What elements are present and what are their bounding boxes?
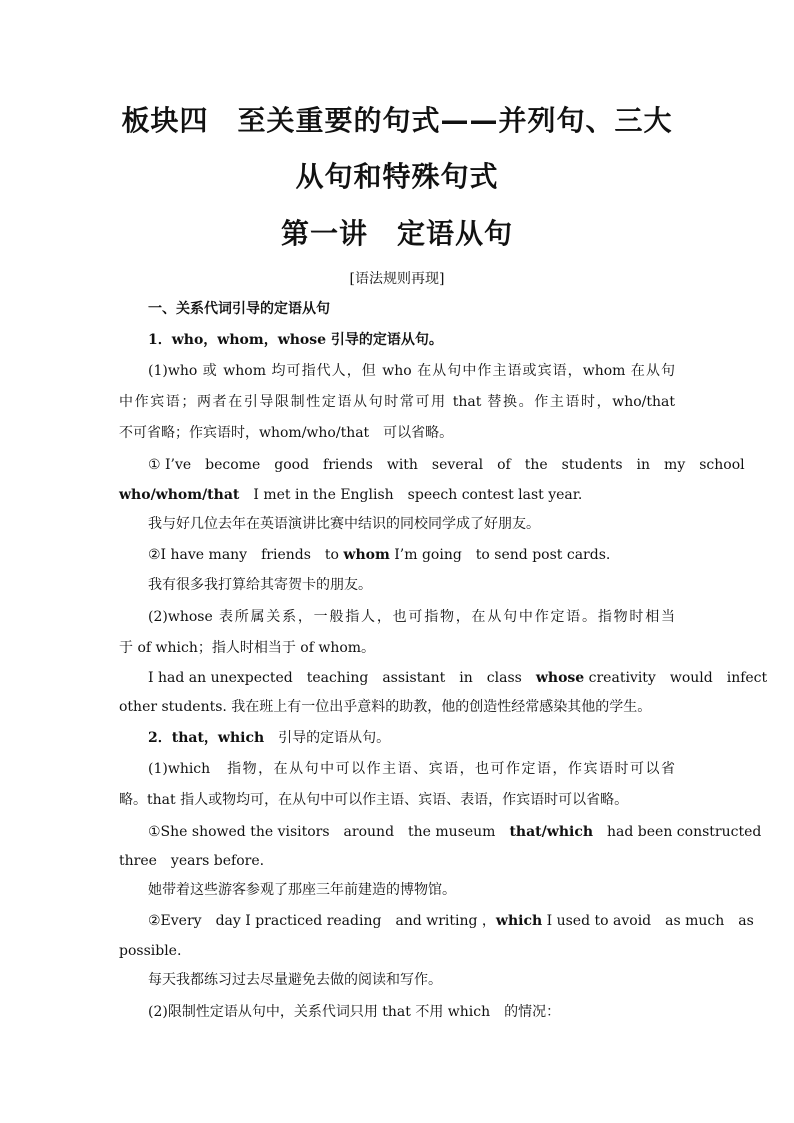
example-3-post: creativity would infect: [584, 670, 768, 686]
example-4-keyword: that/which: [509, 824, 594, 840]
example-4-line-2: three years before.: [119, 853, 265, 869]
example-5-line-2: possible.: [119, 943, 182, 959]
paragraph-3-line-1: (1)which 指物，在从句中可以作主语、宾语，也可作定语，作宾语时可以省: [148, 761, 675, 777]
example-1-line-1: ① I’ve become good friends with several of the students in my school: [148, 457, 745, 473]
example-5-post: I used to avoid as much as: [542, 913, 754, 929]
example-5-pre: ②Every day I practiced reading and writing ，: [148, 913, 496, 929]
paragraph-4-line-1: (2)限制性定语从句中，关系代词只用 that 不用 which 的情况：: [148, 1004, 561, 1020]
example-4-pre: ①She showed the visitors around the museum: [148, 824, 510, 840]
example-1-translation: 我与好几位去年在英语演讲比赛中结识的同校同学成了好朋友。: [148, 516, 540, 532]
paragraph-1-line-1: (1)who 或 whom 均可指代人，但 who 在从句中作主语或宾语，whom 在从句: [148, 363, 675, 379]
page-title-line-3: 第一讲 定语从句: [280, 217, 513, 250]
example-4-line-1: [148, 823, 762, 841]
paragraph-3-line-2: 略。that 指人或物均可，在从句中可以作主语、宾语、表语，作宾语时可以省略。: [119, 792, 629, 808]
subsection-heading-2: [148, 729, 675, 747]
example-3-keyword: whose: [535, 670, 585, 686]
page-title-line-1: 板块四 至关重要的句式——并列句、三大: [121, 104, 673, 137]
section-heading: 一、关系代词引导的定语从句: [148, 301, 330, 317]
example-2-translation: 我有很多我打算给其寄贺卡的朋友。: [148, 577, 372, 593]
paragraph-1-line-3: 不可省略；作宾语时，whom/who/that 可以省略。: [119, 425, 454, 441]
example-5-translation: 每天我都练习过去尽量避免去做的阅读和写作。: [148, 972, 442, 988]
example-4-post: had been constructed: [593, 824, 762, 840]
example-2-keyword: whom: [343, 547, 390, 563]
example-3-pre: I had an unexpected teaching assistant in class: [148, 670, 536, 686]
example-5-keyword: which: [495, 913, 543, 929]
example-1-keyword: who/whom/that: [119, 487, 240, 503]
example-2-pre: ②I have many friends to: [148, 547, 344, 563]
subsection-heading-2-main: 2．that，which: [148, 730, 265, 746]
example-2: [148, 546, 675, 564]
example-1-line-2: [119, 486, 675, 504]
subsection-heading-1: 1．who，whom，whose 引导的定语从句。: [148, 332, 443, 348]
example-2-post: I’m going to send post cards.: [389, 547, 611, 563]
section-subtitle: [语法规则再现]: [349, 271, 445, 287]
example-3-line-1: [148, 669, 768, 687]
example-1-rest: I met in the English speech contest last year.: [239, 487, 583, 503]
paragraph-2-line-1: (2)whose 表所属关系，一般指人，也可指物，在从句中作定语。指物时相当: [148, 609, 675, 625]
subsection-heading-2-rest: 引导的定语从句。: [264, 730, 391, 746]
paragraph-1-line-2: 中作宾语；两者在引导限制性定语从句时常可用 that 替换。作主语时，who/that: [119, 394, 675, 410]
example-5-line-1: [148, 912, 754, 930]
example-4-translation: 她带着这些游客参观了那座三年前建造的博物馆。: [148, 882, 456, 898]
example-3-line-2: other students. 我在班上有一位出乎意料的助教，他的创造性经常感染其他的学生。: [119, 699, 652, 715]
page-title-line-2: 从句和特殊句式: [295, 160, 499, 193]
paragraph-2-line-2: 于 of which；指人时相当于 of whom。: [119, 640, 376, 656]
